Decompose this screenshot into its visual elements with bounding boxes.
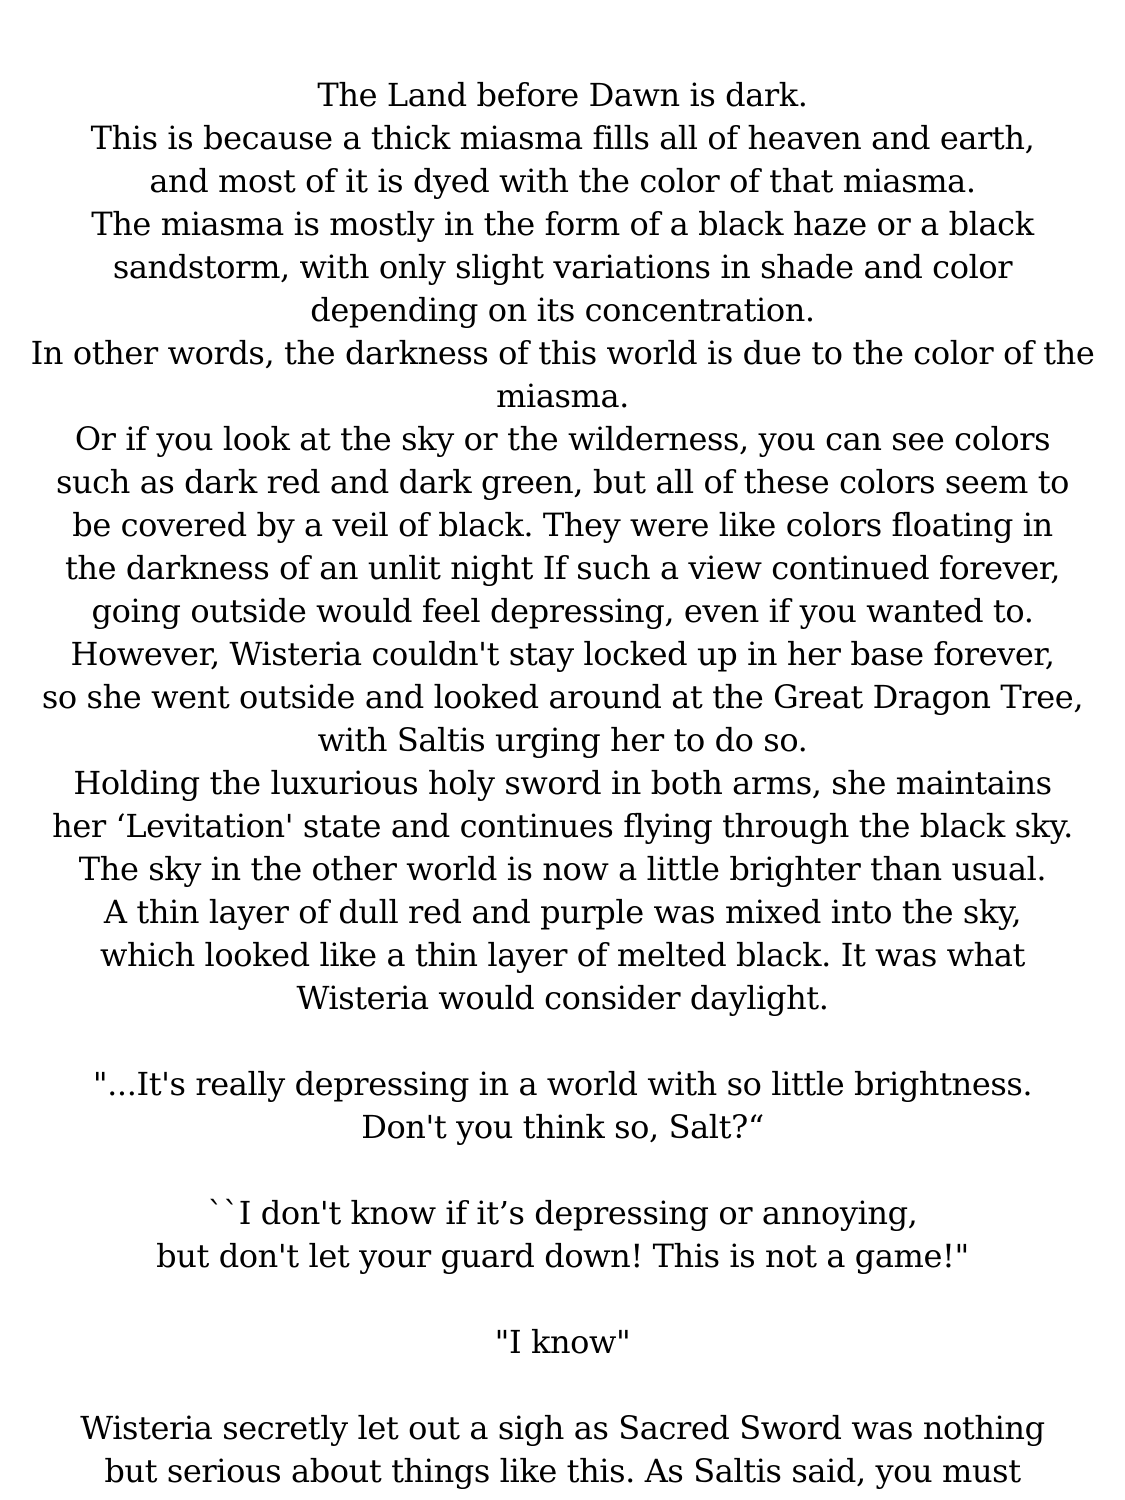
paragraph-gap [0,1020,1125,1063]
text-line: A thin layer of dull red and purple was mixed into the sky, [103,893,1022,931]
text-line: "...It's really depressing in a world with so little brightness. [92,1065,1033,1103]
text-line: and most of it is dyed with the color of that miasma. [149,162,976,200]
paragraph-gap [0,1364,1125,1407]
text-line: Wisteria secretly let out a sigh as Sacred Sword was nothing [80,1409,1045,1447]
text-line: the darkness of an unlit night If such a view continued forever, [64,549,1061,587]
text-line: The miasma is mostly in the form of a black haze or a black [91,205,1034,243]
text-line: In other words, the darkness of this world is due to the color of the [30,334,1095,372]
text-line: so she went outside and looked around at the Great Dragon Tree, [41,678,1084,716]
paragraph-dialogue-wisteria [0,1063,1125,1149]
text-line: ``I don't know if it’s depressing or annoying, [207,1194,918,1232]
paragraph-dialogue-saltis [0,1192,1125,1278]
text-line: Wisteria would consider daylight. [296,979,829,1017]
text-line: be covered by a veil of black. They were like colors floating in [72,506,1053,544]
text-line: Holding the luxurious holy sword in both arms, she maintains [73,764,1052,802]
text-line: which looked like a thin layer of melted black. It was what [100,936,1025,974]
paragraph-narration [0,74,1125,1020]
text-line: However, Wisteria couldn't stay locked up in her base forever, [70,635,1055,673]
paragraph-dialogue-reply [0,1321,1125,1364]
text-line: sandstorm, with only slight variations in shade and color [112,248,1013,286]
paragraph-narration-end [0,1407,1125,1493]
text-line: The sky in the other world is now a little brighter than usual. [78,850,1047,888]
paragraph-gap [0,1149,1125,1192]
text-line: such as dark red and dark green, but all of these colors seem to [55,463,1070,501]
text-line: her ‘Levitation' state and continues flying through the black sky. [52,807,1073,845]
story-text [0,74,1125,1493]
text-line: The Land before Dawn is dark. [317,76,808,114]
paragraph-gap [0,1278,1125,1321]
text-line: "I know" [494,1323,631,1361]
text-line: miasma. [496,377,629,415]
text-line: but serious about things like this. As Saltis said, you must [104,1452,1021,1490]
text-line: but don't let your guard down! This is not a game!" [156,1237,969,1275]
text-line: depending on its concentration. [310,291,815,329]
text-line: Or if you look at the sky or the wilderness, you can see colors [74,420,1051,458]
text-line: with Saltis urging her to do so. [317,721,808,759]
text-line: This is because a thick miasma fills all of heaven and earth, [90,119,1035,157]
text-line: Don't you think so, Salt?“ [361,1108,764,1146]
text-line: going outside would feel depressing, even if you wanted to. [91,592,1034,630]
